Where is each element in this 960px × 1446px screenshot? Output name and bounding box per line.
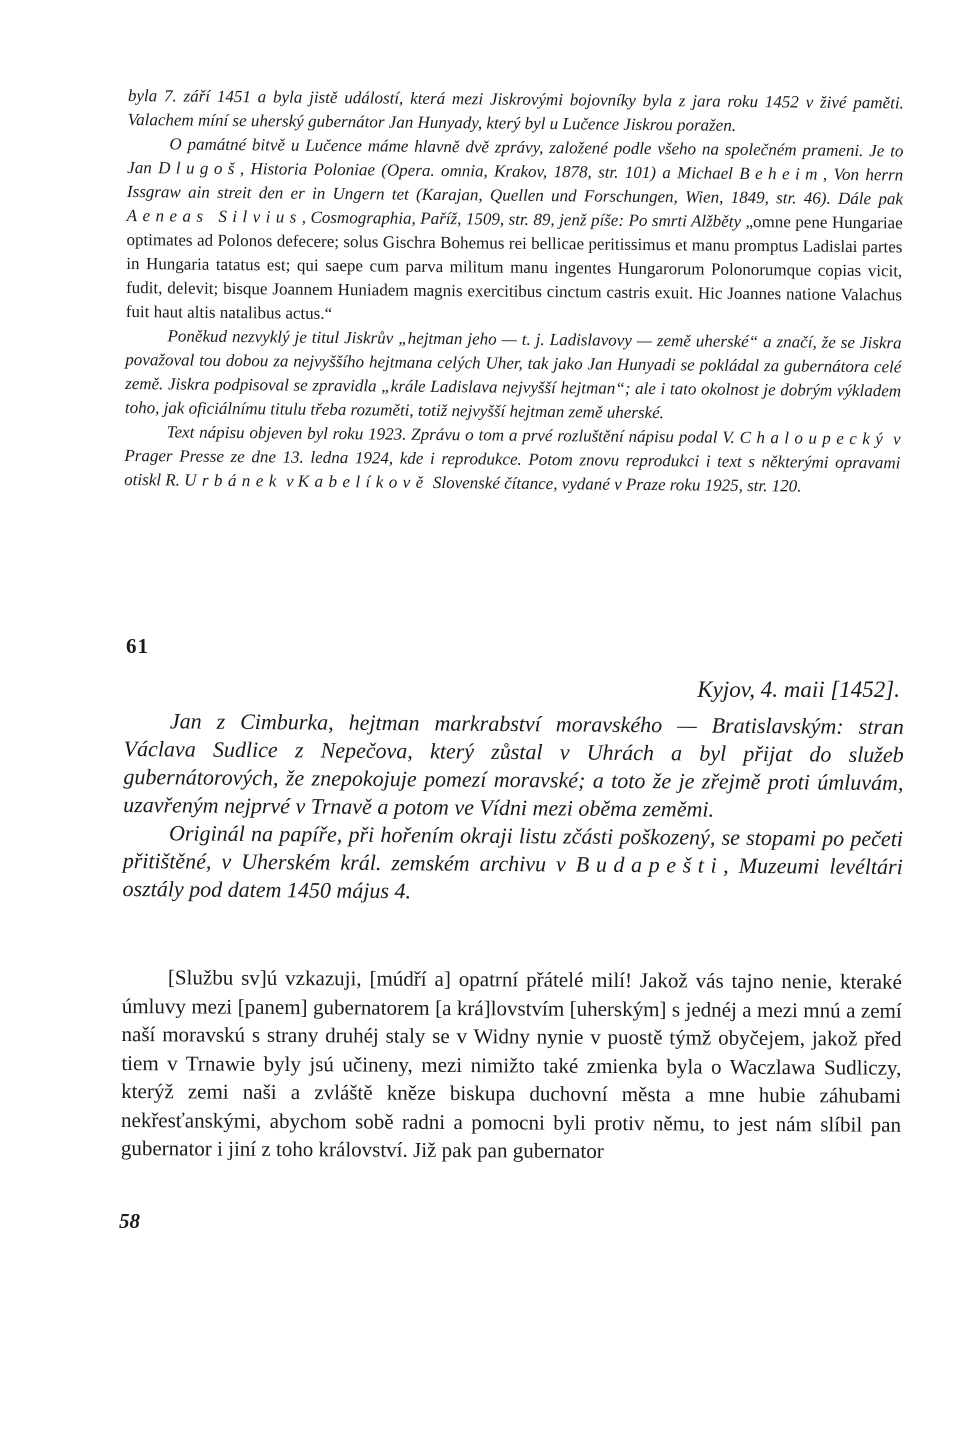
- spaced-name: Beheim: [739, 163, 823, 184]
- document-number: 61: [126, 634, 149, 658]
- note-paragraph: [126, 132, 904, 331]
- regest-summary: Jan z Cimburka, hejtman markrabství moravského — Bratislavským: stran Václava Sudlice z Nepečova, který zůstal v Uhrách a byl přijat do služeb gubernátorových, že znepokojuje pomezí moravské; a toto že je zřejmě proti úmluvám, uzavřeným nejprvé v Trnavě a potom ve Vídni mezi oběma zeměmi.: [123, 708, 904, 822]
- regest: [122, 707, 904, 909]
- note-text: O památné bitvě u Lučence máme hlavně dvě zprávy, založené podle všeho na společném prameni. Je to Jan: [127, 134, 904, 178]
- regest-text: , Muzeumi levéltári osztály pod datem 1450 május 4.: [122, 852, 903, 904]
- page-number: 58: [119, 1209, 140, 1233]
- note-text: v: [281, 471, 298, 491]
- note-paragraph: byla 7. září 1451 a byla jistě událostí, která mezi Jiskrovými bojovníky byla z jara roku 1452 v živé paměti. Valachem míní se uherský gubernátor Jan Hunyady, který byl u Lučence Jiskrou poražen.: [127, 85, 904, 135]
- regest-source: [122, 819, 903, 909]
- note-text: , Historia Poloniae (Opera. omnia, Krakov, 1878, str. 101) a Michael: [239, 159, 740, 183]
- note-text: Slovenské čítance, vydané v Praze roku 1925, str. 120.: [428, 472, 802, 496]
- note-paragraph: Poněkud nezvyklý je titul Jiskrův „hejtman jeho — t. j. Ladislavovy — země uherské“ a značí, že se Jiskra považoval tou dobou za nejvyššího hejtmana celých Uher, tak jako Jan Hunyadi se pokládal za gubernátora celé země. Jiskra podpisoval se zpravidla „krále Ladislava nejvyšší hejtman“; ale i tato okolnost je dobrým výkladem toho, jak oficiálnímu titulu třeba rozuměti, totiž nejvyšší hejtman země uherské.: [124, 326, 902, 423]
- note-paragraph: [124, 420, 901, 499]
- spaced-name: Kabelíkově: [297, 471, 429, 492]
- spaced-name: Urbánek: [184, 470, 282, 491]
- note-text: , Von herrn Issgraw ain streit den er in Ungern tet (Karajan, Quellen und Forschungen, Wien, 1849, str. 46). Dále pak: [126, 164, 904, 209]
- note-text: v Prager Presse ze dne 13. ledna 1924, kde i reprodukce. Potom znovu reprodukci i text s některými opravami otiskl R.: [124, 429, 901, 490]
- latin-quotation: „omne pene Hungariae optimates ad Polonos defecere; solus Gischra Bohemus rei bellicae peritissimus et manu promptus Ladislai partes in Hungaria tatatus est; qui saepe cum parva militum manu ingentes Hungarorum Polonorumque copias vicit, fudit, delevit; bisque Joannem Huniadem magnis exercitibus cinctum castris exuit. Hic Joannes natione Valachus fuit haut altis natalibus actus.“: [125, 211, 903, 323]
- place-date: Kyjov, 4. maii [1452].: [697, 677, 900, 702]
- spaced-name: Aeneas Silvius: [126, 205, 302, 227]
- spaced-name: Chaloupecký: [739, 427, 889, 449]
- letter-text: [Službu sv]ú vzkazuji, [múdří a] opatrní přátelé milí! Jakož vás tajno nenie, kteraké úmluvy mezi [panem] gubernatorem [a krá]lovstvím [uherským] s jednéj a mezi mnú a zemí naší moravskú s strany druhéj staly se v Widny nynie v puostě týmž obyčejem, jakož před tiem v Trnawie byly jsú učineny, mezi nimižto také zmienka byla o Waczlawa Sudliczy, kterýž zemi naši a zvláště kněze biskupa duchovní města a mne hubie záhubami nekřesťanskými, abychom sobě radni a pomocni byli protiv němu, to jest nám slíbil pan gubernator i jiní z toho království. Již pak pan gubernator: [120, 965, 902, 1163]
- edition-text: [121, 963, 902, 1167]
- commentary-notes: [124, 84, 904, 499]
- regest-text: Originál na papíře, při hořením okraji listu zčásti poškozený, se stopami po pečeti přitištěné, v Uherském král. zemském archivu v: [122, 820, 904, 877]
- note-text: , Cosmographia, Paříž, 1509, str. 89, jenž píše: Po smrti Alžběty: [301, 207, 746, 231]
- spaced-place: Budapešti: [575, 851, 724, 878]
- spaced-name: Dlugoš: [158, 158, 240, 179]
- note-text: Text nápisu objeven byl roku 1923. Zprávu o tom a prvé rozluštění nápisu podal V.: [166, 422, 740, 447]
